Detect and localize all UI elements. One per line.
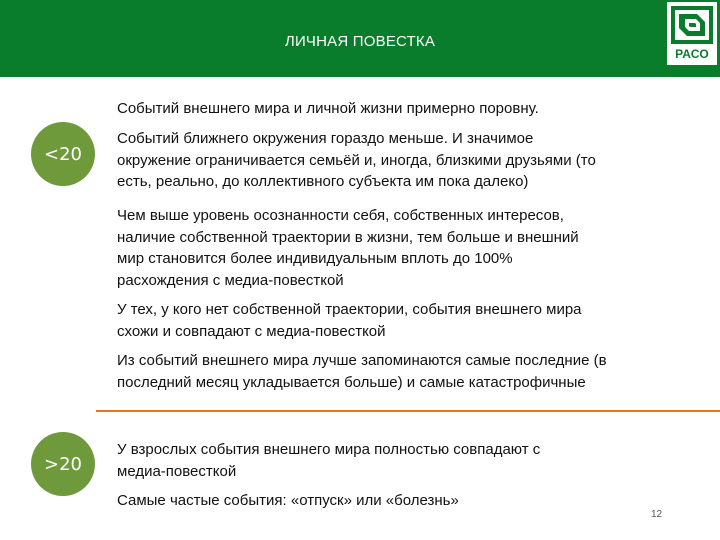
- logo-mark-icon: [670, 5, 714, 45]
- badge-under-20: <20: [31, 122, 95, 186]
- logo-text: РАСО: [675, 47, 709, 61]
- paragraph: Самые частые события: «отпуск» или «болезнь»: [117, 492, 459, 509]
- company-logo: [667, 2, 717, 65]
- slide-title: ЛИЧНАЯ ПОВЕСТКА: [284, 33, 436, 50]
- paragraph: У взрослых события внешнего мира полностью совпадают с медиа-повесткой: [117, 441, 541, 480]
- paragraph: Событий внешнего мира и личной жизни примерно поровну.: [117, 100, 539, 117]
- paragraph: Событий ближнего окружения гораздо меньше. И значимое окружение ограничивается семьёй и, иногда, близкими друзьями (то есть, реально, до коллективного субъекта им пока далеко): [117, 130, 596, 190]
- paragraph: Из событий внешнего мира лучше запоминаются самые последние (в последний месяц укладывается больше) и самые катастрофичные: [117, 352, 607, 391]
- badge-over-20: >20: [31, 432, 95, 496]
- header-bar: [0, 0, 720, 77]
- paragraph: Чем выше уровень осознанности себя, собственных интересов, наличие собственной траектории в жизни, тем больше и внешний мир становится более индивидуальным вплоть до 100% расхождения с медиа-повесткой: [117, 207, 579, 289]
- paragraph: У тех, у кого нет собственной траектории, события внешнего мира схожи и совпадают с медиа-повесткой: [117, 301, 582, 340]
- page-number: 12: [651, 509, 663, 520]
- section-divider: [96, 410, 720, 412]
